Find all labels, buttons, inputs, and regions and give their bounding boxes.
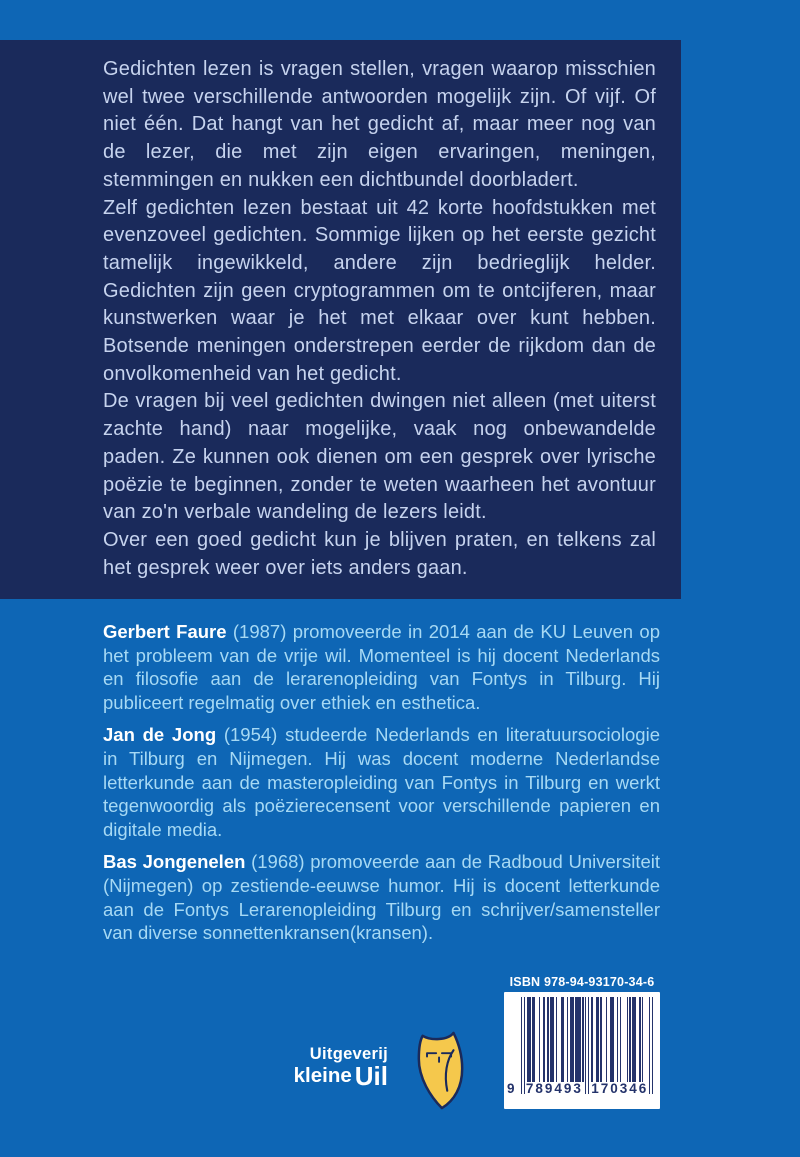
- author-bios: [103, 620, 660, 954]
- publisher-word-uil: Uil: [354, 1061, 388, 1091]
- barcode-module: [629, 997, 630, 1082]
- publisher-name-line1: Uitgeverij: [309, 1045, 388, 1063]
- barcode-module: [582, 997, 583, 1082]
- barcode-module: [529, 997, 530, 1082]
- barcode-module: [579, 997, 580, 1082]
- synopsis-paragraph-3: De vragen bij veel gedichten dwingen niet alleen (met uiterst zachte hand) naar mogelijke, vaak nog onbewandelde paden. Ze kunnen ook dienen om een gesprek over lyrische poëzie te beginnen, zonder te weten waarheen het avontuur van zo'n verbale wandeling de lezers leidt.: [103, 390, 656, 524]
- barcode-module: [521, 997, 522, 1094]
- barcode-module: [588, 997, 589, 1094]
- author-bio-text-2: (1954) studeerde Nederlands en literatuursociologie in Tilburg en Nijmegen. Hij was docent moderne Nederlandse letterkunde aan de masteropleiding van Fontys in Tilburg en werkt tegenwoordig als poëzierecensent voor verschillende papieren en digitale media.: [103, 724, 660, 840]
- author-bio-3: [103, 850, 660, 944]
- isbn-block: [504, 975, 660, 1109]
- barcode-module: [585, 997, 586, 1094]
- author-bio-1: [103, 620, 660, 714]
- barcode-module: [627, 997, 628, 1082]
- barcode-module: [572, 997, 573, 1082]
- barcode-module: [613, 997, 614, 1082]
- synopsis-paragraph-4: Over een goed gedicht kun je blijven praten, en telkens zal het gesprek weer over iets anders gaan.: [103, 528, 656, 579]
- barcode: [504, 992, 660, 1109]
- barcode-module: [556, 997, 557, 1082]
- barcode-digits: [507, 1081, 653, 1103]
- barcode-module: [567, 997, 568, 1082]
- barcode-module: [553, 997, 554, 1082]
- publisher-name: [288, 1046, 388, 1090]
- barcode-module: [524, 997, 525, 1094]
- isbn-label: ISBN 978-94-93170-34-6: [509, 975, 655, 989]
- barcode-digit-group-1: 9: [507, 1081, 517, 1096]
- author-bio-text-3: (1968) promoveerde aan de Radboud Universiteit (Nijmegen) op zestiende-eeuwse humor. Hij is docent letterkunde aan de Fontys Lerarenopleiding Tilburg en schrijver/samensteller van diverse sonnettenkransen(kransen).: [103, 851, 661, 944]
- barcode-digit-group-2: 789493: [525, 1081, 583, 1096]
- barcode-module: [642, 997, 643, 1082]
- synopsis-paragraph-2: Zelf gedichten lezen bestaat uit 42 korte hoofdstukken met evenzoveel gedichten. Sommige lijken op het eerste gezicht tamelijk ingewikkeld, andere zijn bedrieglijk helder. Gedichten zijn geen cryptogrammen om te ontcijferen, maar kunstwerken waar je het met elkaar over kunt hebben. Botsende meningen onderstrepen eerder de rijkdom dan de onvolkomenheid van het gedicht.: [103, 196, 656, 385]
- author-bio-2: [103, 723, 660, 841]
- barcode-module: [606, 997, 607, 1082]
- barcode-module: [547, 997, 548, 1082]
- author-name-3: Bas Jongenelen: [103, 851, 246, 873]
- barcode-module: [649, 997, 650, 1094]
- barcode-module: [597, 997, 598, 1082]
- barcode-module: [635, 997, 636, 1082]
- author-name-2: Jan de Jong: [103, 724, 217, 746]
- barcode-module: [592, 997, 593, 1082]
- author-name-1: Gerbert Faure: [103, 621, 227, 642]
- synopsis-paragraph-1: Gedichten lezen is vragen stellen, vragen waarop misschien wel twee verschillende antwoorden mogelijk zijn. Of vijf. Of niet één. Dat hangt van het gedicht af, maar meer nog van de lezer, die met zijn eigen ervaringen, meningen, stemmingen en nukken een dichtbundel doorbladert.: [103, 58, 656, 191]
- barcode-module: [652, 997, 653, 1094]
- publisher-logo: [288, 1030, 467, 1111]
- barcode-module: [620, 997, 621, 1082]
- barcode-module: [639, 997, 640, 1082]
- barcode-module: [617, 997, 618, 1082]
- barcode-module: [539, 997, 540, 1082]
- barcode-module: [534, 997, 535, 1082]
- barcode-digit-group-3: 170346: [591, 1081, 649, 1096]
- barcode-module: [543, 997, 544, 1082]
- barcode-module: [563, 997, 564, 1082]
- barcode-module: [600, 997, 601, 1082]
- author-bio-text-1: (1987) promoveerde in 2014 aan de KU Leuven op het probleem van de vrije wil. Momenteel is hij docent Nederlands en filosofie aan de lerarenopleiding van Fontys in Tilburg. Hij publiceert regelmatig over ethiek en esthetica.: [103, 621, 660, 713]
- owl-icon: [414, 1030, 467, 1111]
- synopsis-panel: [0, 40, 681, 599]
- publisher-name-line2: [288, 1061, 388, 1091]
- publisher-word-kleine: kleine: [293, 1064, 352, 1087]
